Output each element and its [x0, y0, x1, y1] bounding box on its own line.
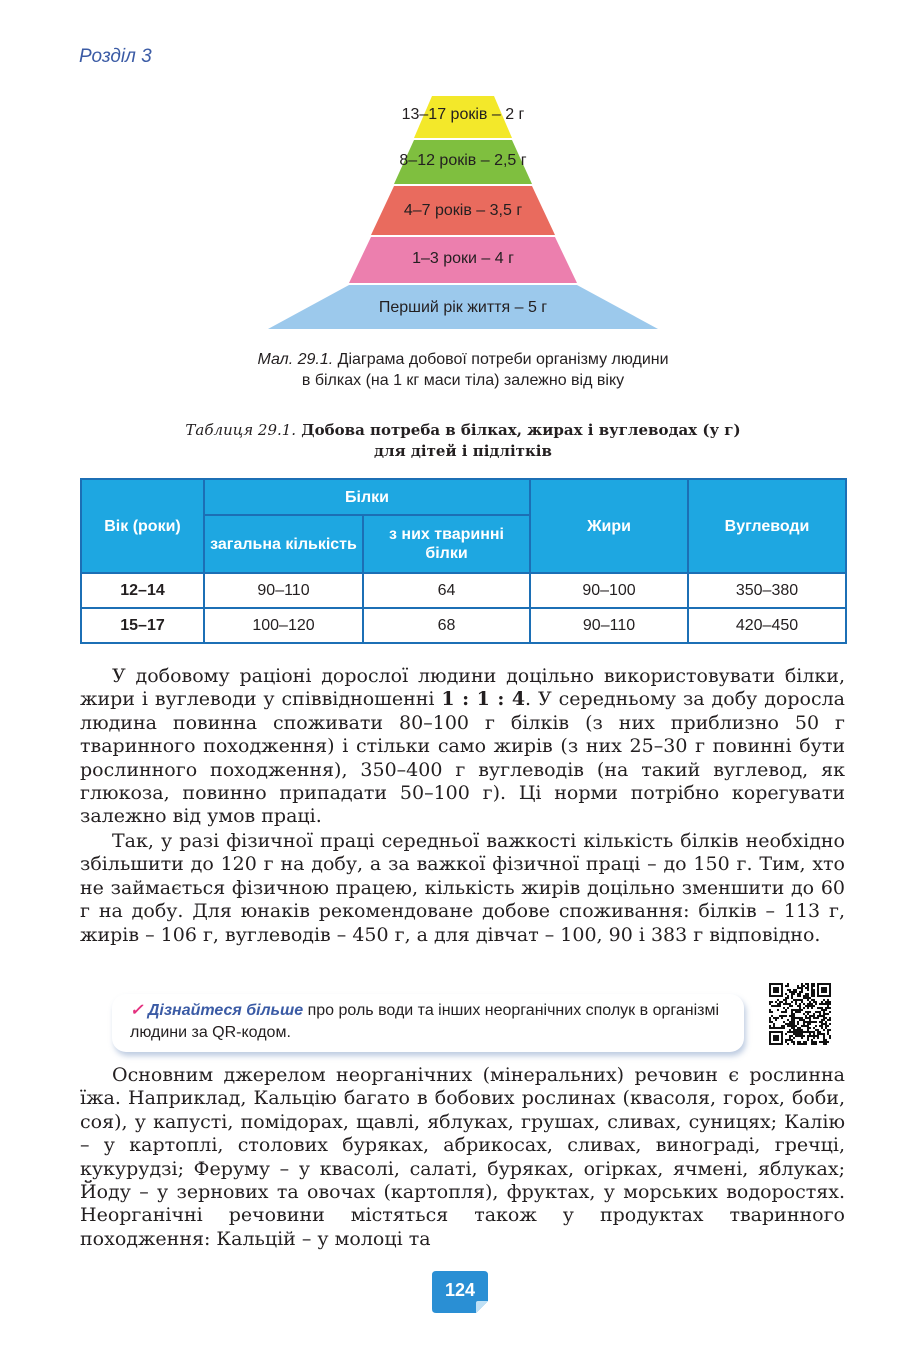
table-caption-title-line1: Добова потреба в білках, жирах і вуглеводах (у г)	[296, 421, 741, 439]
cell-carbs: 420–450	[688, 608, 846, 643]
nutrition-table	[80, 478, 847, 644]
body-paragraph-3: Основним джерелом неорганічних (мінеральних) речовин є рослинна їжа. Наприклад, Кальцію багато в бобових рослинах (квасоля, горох, боби, соя), у капусті, помідорах, щавлі, яблуках, грушах, сливах, суницях; Калію – у картоплі, столових буряках, абрикосах, сливах, винограді, гречці, кукурудзі; Феруму – у квасолі, салаті, буряках, огірках, ячмені, яблуках; Йоду – у зернових та овочах (картопля), фруктах, у морських водоростях. Неорганічні речовини містяться також у продуктах тваринного походження: Кальцій – у молоці та	[80, 1064, 845, 1250]
header-carbs: Вуглеводи	[688, 479, 846, 573]
pyramid-label-2: 8–12 років – 2,5 г	[399, 152, 527, 169]
body-paragraph-1	[80, 665, 845, 829]
paragraph-1-text-b: . У середньому за добу доросла людина повинна споживати 80–100 г білків (з них приблизно 50 г тваринного походження) і стільки само жирів (з них 25–30 г повинні бути рослинного походження), 350–400 г вуглеводів (на такий вуглевод, як глюкоза, повинно припадати 50–100 г). Ці норми потрібно корегувати залежно від умов праці.	[80, 688, 845, 828]
figure-caption-label: Мал. 29.1.	[257, 351, 334, 368]
cell-animal: 64	[363, 573, 530, 608]
paragraph-1-text-a: У добовому раціоні дорослої людини доцільно використовувати білки, жири і вуглеводи у співвідношенні	[80, 665, 845, 711]
header-proteins: Білки	[204, 479, 530, 515]
table-caption	[100, 420, 826, 462]
table-row	[81, 608, 846, 643]
cell-fats: 90–100	[530, 573, 688, 608]
page-number-badge	[432, 1271, 488, 1313]
cell-age: 12–14	[81, 573, 204, 608]
learn-more-highlight: Дізнайтеся більше	[147, 1002, 304, 1019]
header-age: Вік (роки)	[81, 479, 204, 573]
protein-pyramid-diagram	[268, 96, 658, 331]
table-caption-label: Таблиця 29.1.	[185, 421, 297, 439]
cell-total: 100–120	[204, 608, 363, 643]
figure-caption-line1: Діаграма добової потреби організму людини	[333, 351, 669, 368]
header-animal-proteins: з них тваринні білки	[363, 515, 530, 573]
pyramid-label-4: 1–3 роки – 4 г	[412, 250, 514, 267]
header-total-proteins: загальна кількість	[204, 515, 363, 573]
ratio-value: 1 : 1 : 4	[441, 688, 526, 711]
pyramid-label-5: Перший рік життя – 5 г	[378, 299, 548, 316]
pyramid-label-1: 13–17 років – 2 г	[401, 106, 525, 123]
checkmark-icon: ✓	[130, 1002, 144, 1019]
figure-caption-line2: в білках (на 1 кг маси тіла) залежно від віку	[301, 372, 625, 389]
learn-more-box	[112, 994, 744, 1052]
section-label: Розділ 3	[79, 46, 152, 67]
learn-more-text	[130, 1000, 720, 1044]
pyramid-label-3: 4–7 років – 3,5 г	[403, 202, 523, 219]
page-number: 124	[444, 1280, 476, 1300]
cell-fats: 90–110	[530, 608, 688, 643]
header-fats: Жири	[530, 479, 688, 573]
figure-caption	[150, 349, 776, 391]
cell-age: 15–17	[81, 608, 204, 643]
table-row	[81, 573, 846, 608]
cell-carbs: 350–380	[688, 573, 846, 608]
learn-more-description: про роль води та інших неорганічних сполук в організмі людини за QR-кодом.	[130, 1002, 720, 1041]
qr-code-graphic	[767, 981, 833, 1047]
table-caption-title-line2: для дітей і підлітків	[374, 442, 552, 460]
qr-code-icon[interactable]	[767, 981, 833, 1047]
body-paragraph-2: Так, у разі фізичної праці середньої важкості кількість білків необхідно збільшити до 120 г на добу, а за важкої фізичної праці – до 150 г. Тим, хто не займається фізичною працею, кількість жирів доцільно зменшити до 60 г на добу. Для юнаків рекомендоване добове споживання: білків – 113 г, жирів – 106 г, вуглеводів – 450 г, а для дівчат – 100, 90 і 383 г відповідно.	[80, 830, 845, 946]
cell-total: 90–110	[204, 573, 363, 608]
cell-animal: 68	[363, 608, 530, 643]
